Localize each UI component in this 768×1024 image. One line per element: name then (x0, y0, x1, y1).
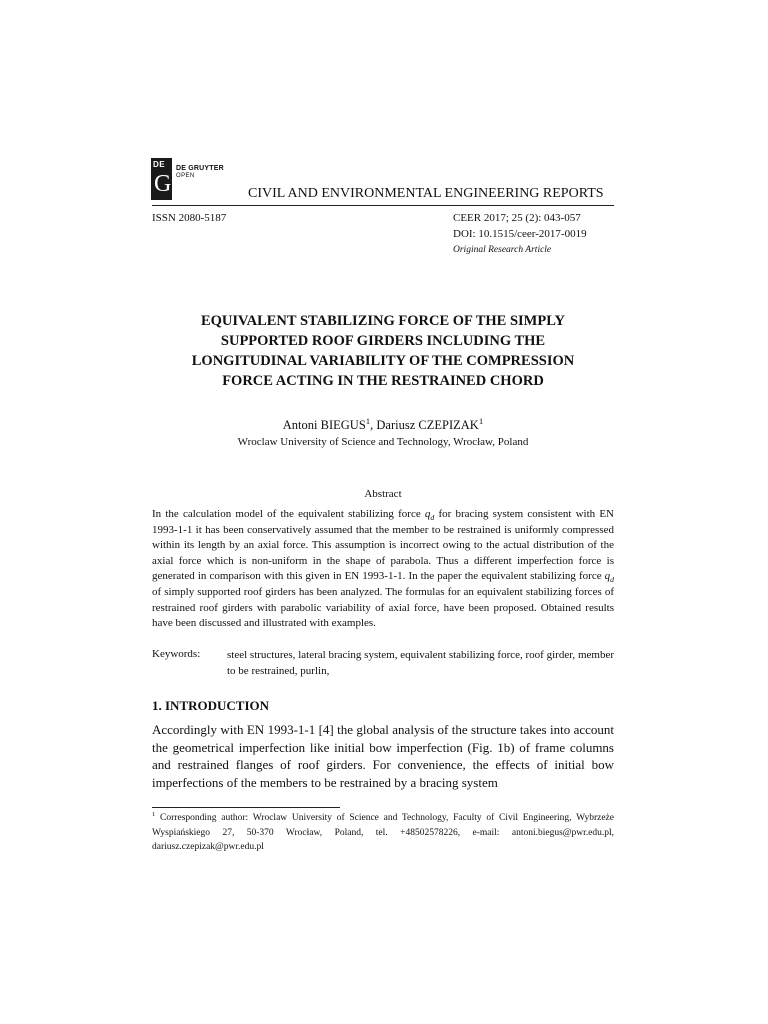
logo-letters-top: DE (153, 160, 166, 169)
keywords-label: Keywords: (152, 648, 201, 660)
affiliation-mark: 1 (478, 415, 484, 426)
footnote (152, 811, 614, 855)
article-type: Original Research Article (453, 245, 552, 255)
variable-q-d: $q_d$ (604, 570, 614, 585)
footnote-text: Corresponding author: Wroclaw University of Science and Technology, Faculty of Civil Engineering, Wybrzeże Wyspiańskiego 27, 50-370 Wrocław, Poland, tel. +48502578226, e-mail: antoni.biegus@pwr.edu.pl, dariusz.czepizak@pwr.edu.pl (152, 813, 614, 852)
author-name: Antoni BIEGUS (282, 418, 366, 432)
author-list (152, 415, 614, 433)
keywords-text: steel structures, lateral bracing system, equivalent stabilizing force, roof girder, member to be restrained, purlin, (227, 649, 614, 677)
title-line: EQUIVALENT STABILIZING FORCE OF THE SIMPLY (200, 313, 566, 329)
abstract-text: In the calculation model of the equivalent stabilizing force $q_d$ for bracing system consistent with EN 1993-1-1 it has been conservatively assumed that the member to be restrained is uniformly compressed within its length by an axial force. This assumption is incorrect owing to the actual distribution of the axial force which is non-uniform in the shape of parabola. Thus a different imperfection force is generated in comparison with this given in EN 1993-1-1. In the paper the equivalent stabilizing force $q_d$ of simply supported roof girders has been analyzed. The formulas for an equivalent stabilizing forces of restrained roof girders with parabolic variability of axial force, have been proposed. Obtained results have been discussed and illustrated with examples. (152, 508, 614, 630)
publisher-logo-mark (151, 158, 172, 200)
abstract-heading: Abstract (364, 488, 402, 500)
doi[interactable]: DOI: 10.1515/ceer-2017-0019 (453, 228, 587, 240)
section-body: Accordingly with EN 1993-1-1 [4] the global analysis of the structure takes into account the geometrical imperfection like initial bow imperfection (Fig. 1b) of frame columns and restrained flanges of roof girders. For convenience, the effects of initial bow imperfections of the members to be restrained by a bracing system (152, 722, 614, 790)
header-divider (152, 205, 614, 206)
affiliation-mark: 1 (365, 415, 371, 426)
section-heading: 1. INTRODUCTION (152, 698, 270, 713)
affiliation: Wroclaw University of Science and Technology, Wrocław, Poland (237, 436, 529, 448)
journal-title: CIVIL AND ENVIRONMENTAL ENGINEERING REPORTS (248, 186, 604, 201)
publisher-logo (151, 158, 233, 200)
title-line: FORCE ACTING IN THE RESTRAINED CHORD (222, 373, 544, 389)
journal-citation: CEER 2017; 25 (2): 043-057 (453, 212, 581, 224)
author-separator: , (370, 418, 377, 432)
author-name: Dariusz CZEPIZAK (376, 418, 479, 432)
variable-q-d: $q_d$ (424, 508, 435, 523)
issn: ISSN 2080-5187 (152, 212, 227, 224)
publisher-subname: OPEN (176, 173, 195, 179)
publisher-name: DE GRUYTER (176, 165, 224, 172)
title-line: SUPPORTED ROOF GIRDERS INCLUDING THE (220, 333, 546, 349)
title-line: LONGITUDINAL VARIABILITY OF THE COMPRESSION (191, 353, 575, 369)
footnote-mark: 1 (152, 810, 156, 818)
footnote-divider (152, 807, 340, 808)
paper-title (140, 311, 626, 391)
logo-letter-big: G (154, 171, 172, 197)
